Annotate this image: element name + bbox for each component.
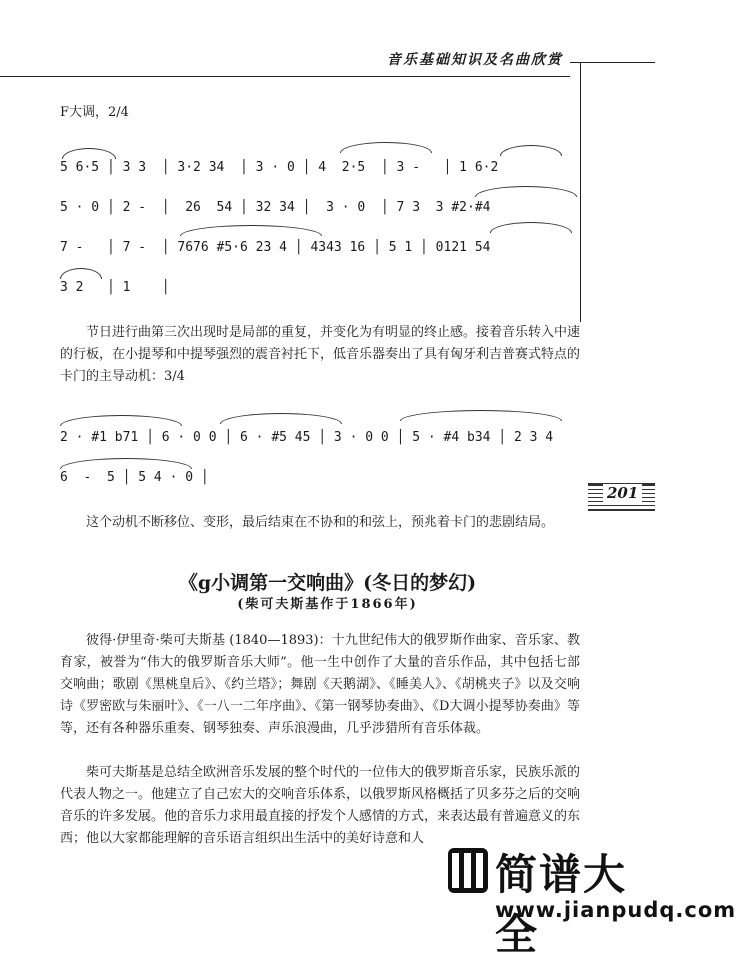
body-paragraph: 柴可夫斯基是总结全欧洲音乐发展的整个时代的一位伟大的俄罗斯音乐家，民族乐派的代表人物之一。他建立了自己宏大的交响音乐体系，以俄罗斯风格概括了贝多芬之后的交响音乐的许多发展。他的音乐力求用最直接的抒发个人感情的方式，来表达最有普遍意义的东西；他以大家都能理解的音乐语言组织出生活中的美好诗意和人 [60, 765, 581, 846]
slur-mark [60, 415, 182, 426]
score-1-row: 7 - │ 7 - │ 7676 #5·6 23 4 │ 4343 16 │ 5 1 │ 0121 54 [60, 240, 491, 255]
page-number: 201 [603, 484, 642, 502]
score-2-row: 6 - 5 │ 5 4 · 0 │ [60, 470, 209, 485]
running-header-title: 音乐基础知识及名曲欣赏 [387, 52, 563, 68]
slur-mark [400, 410, 562, 421]
header-rule-right [570, 62, 655, 63]
watermark-name: 简谱大全 [495, 850, 628, 959]
score-2-row: 2 · #1 b71 │ 6 · 0 0 │ 6 · #5 45 │ 3 · 0 0 │ 5 · #4 b34 │ 2 3 4 [60, 430, 554, 445]
score-1-row: 5 · 0 │ 2 - │ 26 54 │ 32 34 │ 3 · 0 │ 7 3 3 #2·#4 [60, 200, 491, 215]
header-rule [0, 76, 570, 77]
key-signature: F大调，2/4 [60, 105, 129, 120]
slur-mark [475, 186, 577, 197]
slur-mark [180, 225, 322, 236]
slur-mark [62, 148, 116, 159]
slur-mark [60, 458, 192, 469]
slur-mark [220, 413, 342, 424]
watermark-url: www.jianpudq.com [495, 898, 736, 922]
slur-mark [500, 145, 562, 156]
piano-keys-icon [448, 848, 488, 893]
slur-mark [340, 142, 432, 153]
score-1-row: 5 6·5 │ 3 3 │ 3·2 34 │ 3 · 0 │ 4 2·5 │ 3 - │ 1 6·2 [60, 160, 499, 175]
slur-mark [490, 222, 572, 233]
section-title: 《g小调第一交响曲》(冬日的梦幻) [178, 572, 477, 594]
section-subtitle: (柴可夫斯基作于1866年) [237, 597, 418, 612]
body-paragraph: 节日进行曲第三次出现时是局部的重复，并变化为有明显的终止感。接着音乐转入中速的行板，在小提琴和中提琴强烈的震音衬托下，低音乐器奏出了具有匈牙利吉普赛式特点的卡门的主导动机：3/4 [60, 325, 581, 384]
body-paragraph: 彼得·伊里奇·柴可夫斯基 (1840—1893)：十九世纪伟大的俄罗斯作曲家、音乐家、教育家，被誉为“伟大的俄罗斯音乐大师”。他一生中创作了大量的音乐作品，其中包括七部交响曲；歌剧《黑桃皇后》、《约兰塔》；舞剧《天鹅湖》、《睡美人》、《胡桃夹子》以及交响诗《罗密欧与朱丽叶》、《一八一二年序曲》、《第一钢琴协奏曲》、《D大调小提琴协奏曲》等等，还有各种器乐重奏、钢琴独奏、声乐浪漫曲，几乎涉猎所有音乐体裁。 [60, 633, 580, 736]
score-1-row: 3 2 │ 1 │ [60, 280, 170, 295]
body-paragraph: 这个动机不断移位、变形，最后结束在不协和的和弦上，预兆着卡门的悲剧结局。 [86, 515, 555, 530]
margin-rule [580, 62, 581, 322]
slur-mark [60, 268, 102, 279]
